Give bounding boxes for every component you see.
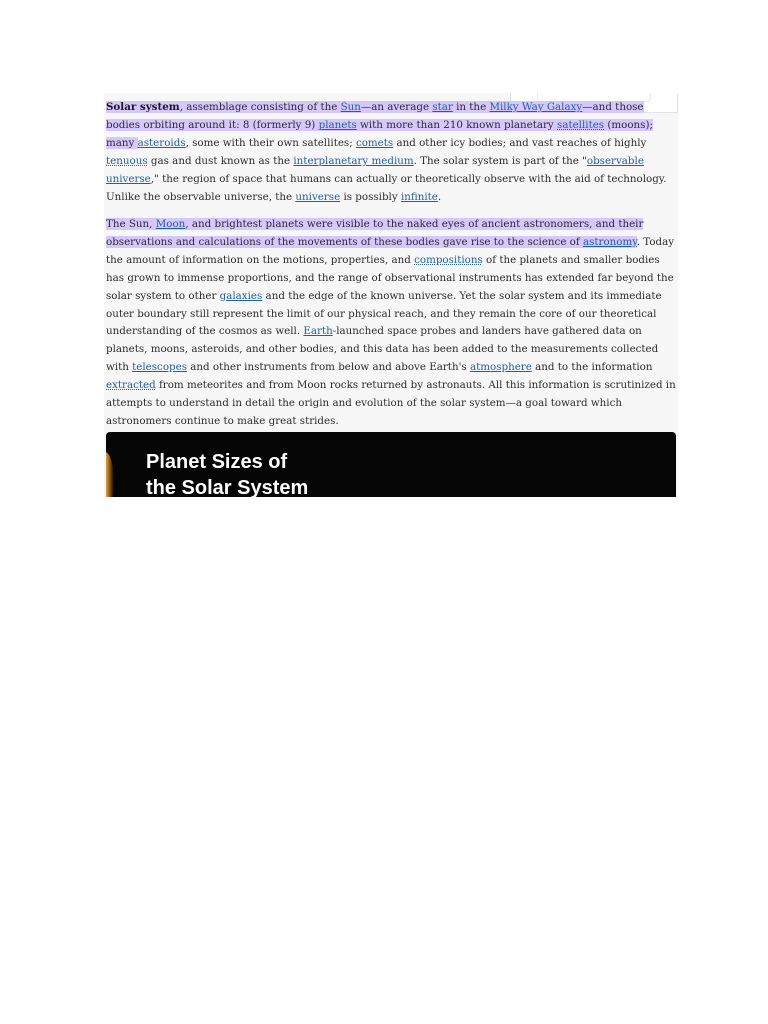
link-interplanetary-medium[interactable]: interplanetary medium [293,154,414,167]
text-run: gas and dust known as the [147,154,294,167]
text-run: in the [452,101,490,113]
link-tenuous[interactable]: tenuous [106,154,148,167]
link-extracted[interactable]: extracted [106,379,156,392]
link-star[interactable]: star [432,101,453,113]
banner-title [146,449,308,497]
text-run: and the edge of the known universe. Yet the solar system and its immediate outer boundary still represent the limit of our physical reach, and they remain the core of our theoretical understanding of the cosmos as well. [106,289,662,338]
text-run: . [437,190,442,203]
link-earth[interactable]: Earth [303,325,333,338]
text-run: with more than 210 known planetary [356,118,558,131]
text-run: is possibly [340,190,401,203]
link-universe[interactable]: universe [295,190,341,203]
text-run: of the planets and smaller bodies has grown to immense proportions, and the range of observational instruments has extended far beyond the solar system to other [106,253,674,302]
article-screenshot [104,93,678,497]
intro-paragraph [106,99,676,206]
text-run: and other icy bodies; and vast reaches of highly [393,136,647,149]
link-observable-universe[interactable]: observable universe [106,154,644,185]
banner-title-line-2: the Solar System [146,477,309,497]
link-sun[interactable]: Sun [340,101,361,113]
link-milky-way-galaxy[interactable]: Milky Way Galaxy [489,101,583,113]
term-solar-system: Solar system [106,101,180,113]
link-satellites[interactable]: satellites [557,118,605,131]
planet-sizes-banner[interactable] [106,432,676,497]
link-moon[interactable]: Moon [155,218,186,230]
text-run: and to the information [531,361,653,374]
text-run: , and brightest planets were visible to the naked eyes of ancient astronomers, and their observations and calculations of the movements of these bodies gave rise to the science of [106,218,644,248]
text-run: , some with their own satellites; [185,136,356,149]
text-run: The Sun, [106,218,156,230]
text-run: ," the region of space that humans can actually or theoretically observe with the aid of technology. Unlike the observable universe, the [106,172,667,203]
text-run: and other instruments from below and above Earth's [187,361,470,374]
text-run: —and those bodies orbiting around it: 8 (formerly 9) [106,101,644,131]
text-run: -launched space probes and landers have gathered data on planets, moons, asteroids, and other bodies, and this data has been added to the measurements collected with [106,325,659,374]
link-planets[interactable]: planets [318,118,357,131]
link-astronomy[interactable]: astronomy [582,235,637,248]
link-telescopes[interactable]: telescopes [132,361,187,374]
link-asteroids[interactable]: asteroids [137,136,186,149]
link-galaxies[interactable]: galaxies [219,289,263,302]
text-run: , assemblage consisting of the [179,101,341,113]
text-run: —an average [360,101,433,113]
link-atmosphere[interactable]: atmosphere [469,361,532,374]
highlighted-text [106,218,643,248]
text-run: (moons); many [106,118,653,149]
link-infinite[interactable]: infinite [400,190,438,203]
text-run: . Today the amount of information on the motions, properties, and [106,235,675,266]
sun-glow [106,452,114,497]
history-paragraph [106,216,676,431]
banner-title-line-1: Planet Sizes of [146,451,288,473]
link-comets[interactable]: comets [355,136,394,149]
text-run: . The solar system is part of the " [413,154,587,167]
text-run: from meteorites and from Moon rocks returned by astronauts. All this information is scrutinized in attempts to understand in detail the origin and evolution of the solar system—a goal toward which astronomers continue to make great strides. [106,379,676,427]
link-compositions[interactable]: compositions [414,253,483,266]
